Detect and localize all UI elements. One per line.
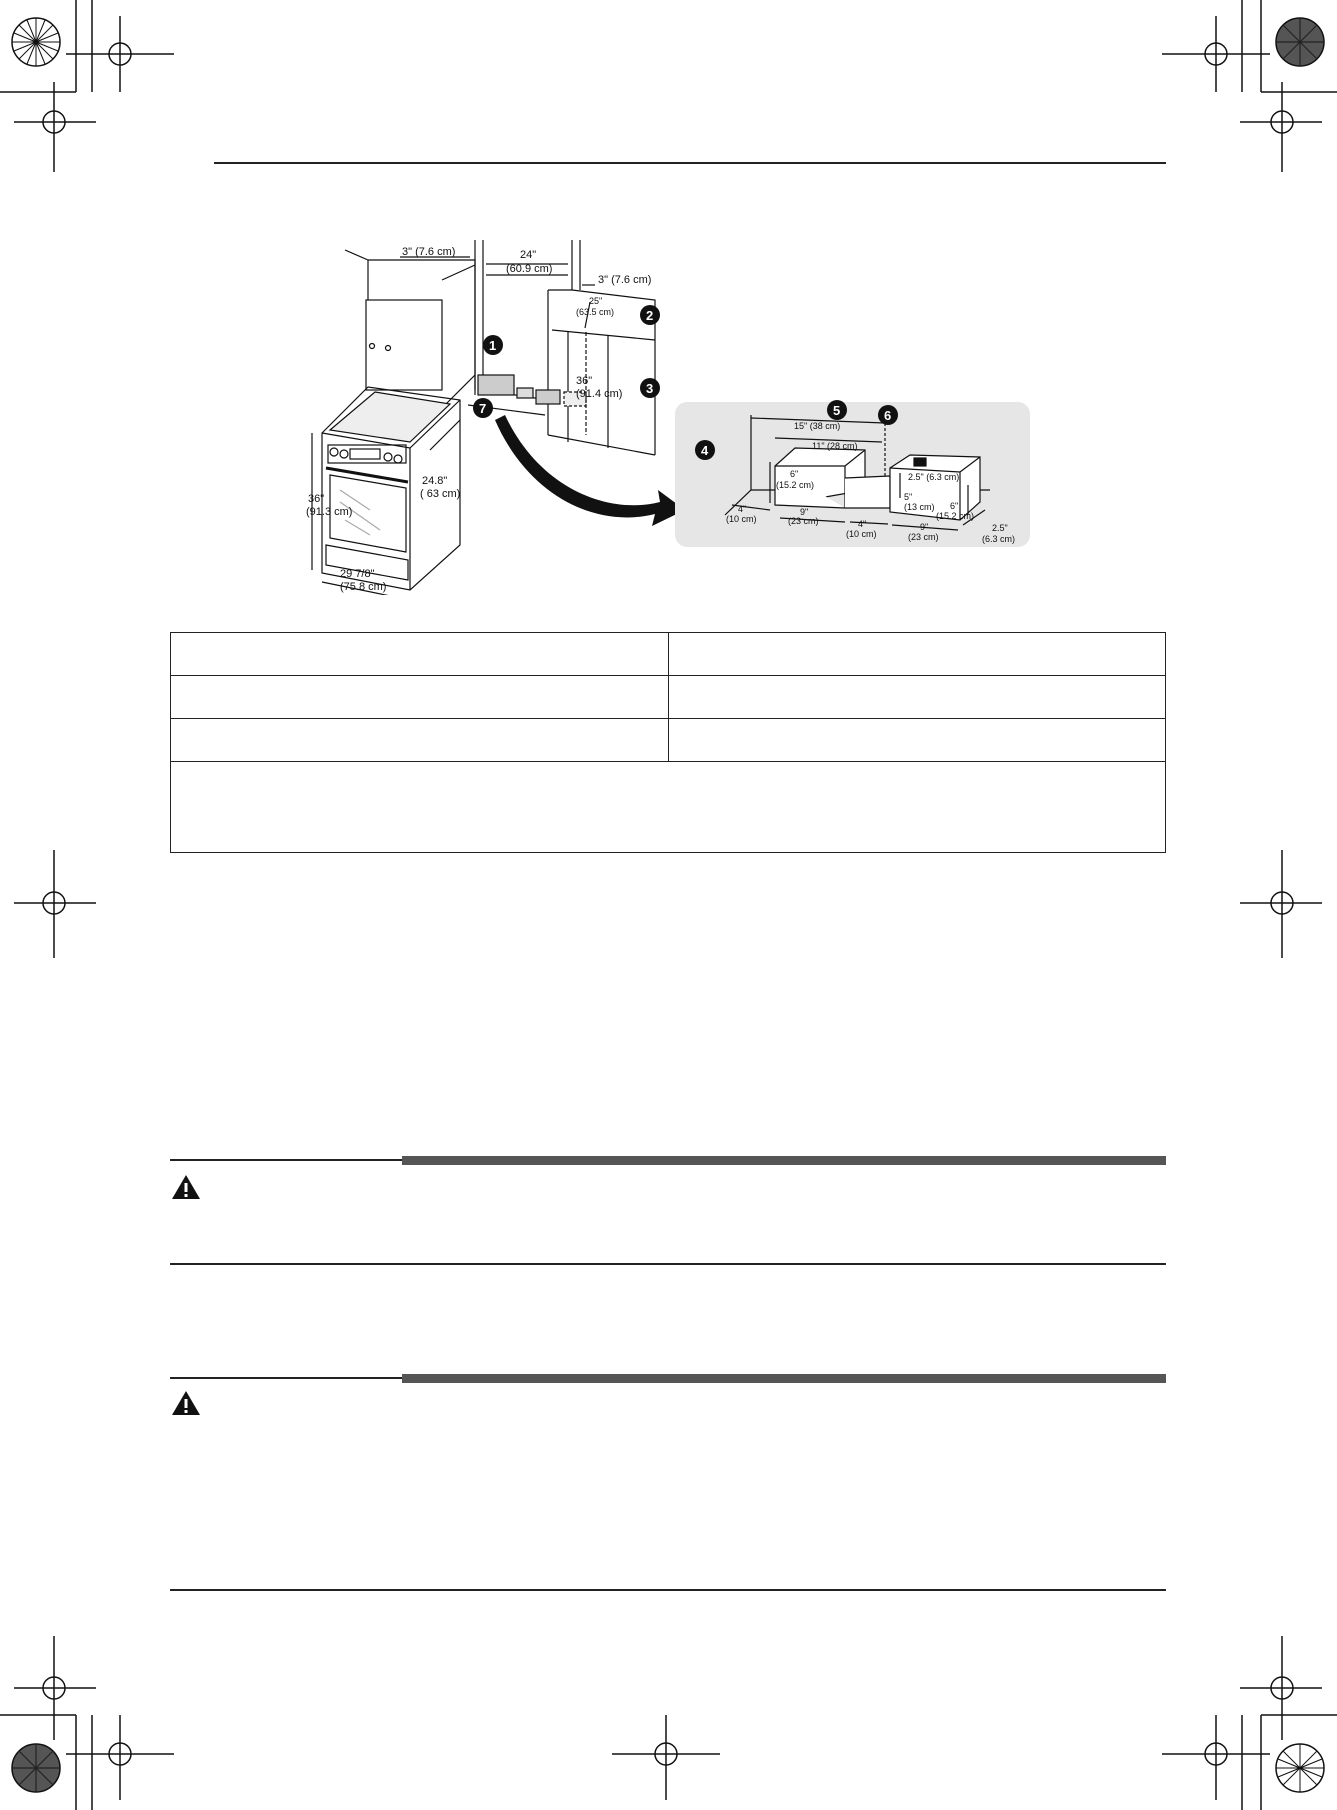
callout-1 — [483, 335, 503, 355]
label-inset-9a-cm: (23 cm) — [788, 516, 819, 526]
table-cell — [668, 719, 1166, 762]
warning-bottom-rule — [170, 1263, 1166, 1265]
label-inset-25b-cm: (6.3 cm) — [982, 534, 1016, 544]
warning-block-2 — [170, 1377, 1166, 1417]
label-inset-6b-cm: (15.2 cm) — [936, 511, 975, 521]
label-left-clearance: 3" (7.6 cm) — [402, 246, 456, 258]
label-inset-25b: 2.5" — [992, 523, 1008, 533]
label-inset-11: 11" (28 cm) — [812, 441, 858, 451]
label-depth-25: 25" — [589, 296, 603, 306]
label-inset-5: 5" — [904, 492, 913, 502]
table-cell — [171, 762, 1166, 853]
label-range-width-cm: (75.8 cm) — [340, 581, 387, 593]
label-right-clearance: 3" (7.6 cm) — [598, 274, 652, 286]
starburst-mark-top-right — [1276, 18, 1324, 66]
label-width-top-cm: (60.9 cm) — [506, 263, 553, 275]
label-inset-5-cm: (13 cm) — [904, 502, 935, 512]
table-cell — [668, 633, 1166, 676]
label-inset-9b-cm: (23 cm) — [908, 532, 939, 542]
label-range-depth-cm: ( 63 cm) — [420, 488, 461, 500]
svg-text:1: 1 — [489, 338, 497, 353]
label-inset-6a-cm: (15.2 cm) — [776, 480, 815, 490]
label-range-depth: 24.8" — [422, 475, 448, 487]
label-range-height-cm: (91.3 cm) — [306, 506, 353, 518]
label-range-width: 29 7/8" — [340, 568, 375, 580]
installation-clearance-diagram — [300, 240, 1040, 595]
svg-text:7: 7 — [479, 401, 487, 416]
label-width-top: 24" — [520, 249, 537, 261]
table-cell — [668, 676, 1166, 719]
starburst-mark-top-left — [12, 18, 60, 66]
svg-text:4: 4 — [701, 443, 709, 458]
header-rule — [214, 162, 1166, 164]
footer-rule — [170, 1589, 1166, 1591]
label-inset-4b: 4" — [858, 519, 867, 529]
label-range-height: 36" — [308, 493, 325, 505]
callout-2 — [640, 305, 660, 325]
table-row — [171, 762, 1166, 853]
warning-block-1 — [170, 1159, 1166, 1269]
callout-5 — [827, 400, 847, 420]
starburst-mark-bottom-left — [12, 1744, 60, 1792]
callout-4 — [695, 440, 715, 460]
callout-3 — [640, 378, 660, 398]
label-inset-9b: 9" — [920, 522, 929, 532]
label-height-36-cm: (91.4 cm) — [576, 388, 623, 400]
label-inset-4b-cm: (10 cm) — [846, 529, 877, 539]
svg-text:3: 3 — [646, 381, 654, 396]
table-cell — [171, 633, 669, 676]
spec-table — [170, 632, 1166, 853]
label-inset-4a-cm: (10 cm) — [726, 514, 757, 524]
svg-text:5: 5 — [833, 403, 841, 418]
table-row — [171, 633, 1166, 676]
callout-6 — [878, 405, 898, 425]
warning-icon — [170, 1173, 202, 1201]
label-inset-6a: 6" — [790, 469, 799, 479]
label-inset-6b: 6" — [950, 501, 959, 511]
label-inset-4a: 4" — [738, 504, 747, 514]
svg-text:2: 2 — [646, 308, 654, 323]
callout-7 — [473, 398, 493, 418]
warning-icon — [170, 1389, 202, 1417]
table-cell — [171, 719, 669, 762]
starburst-mark-bottom-right — [1276, 1744, 1324, 1792]
table-cell — [171, 676, 669, 719]
label-inset-25a: 2.5" (6.3 cm) — [908, 472, 960, 482]
label-inset-15: 15" (38 cm) — [794, 421, 841, 431]
table-row — [171, 676, 1166, 719]
label-inset-9a: 9" — [800, 507, 809, 517]
table-row — [171, 719, 1166, 762]
svg-text:6: 6 — [884, 408, 892, 423]
label-height-36: 36" — [576, 375, 593, 387]
label-depth-25-cm: (63.5 cm) — [576, 307, 615, 317]
